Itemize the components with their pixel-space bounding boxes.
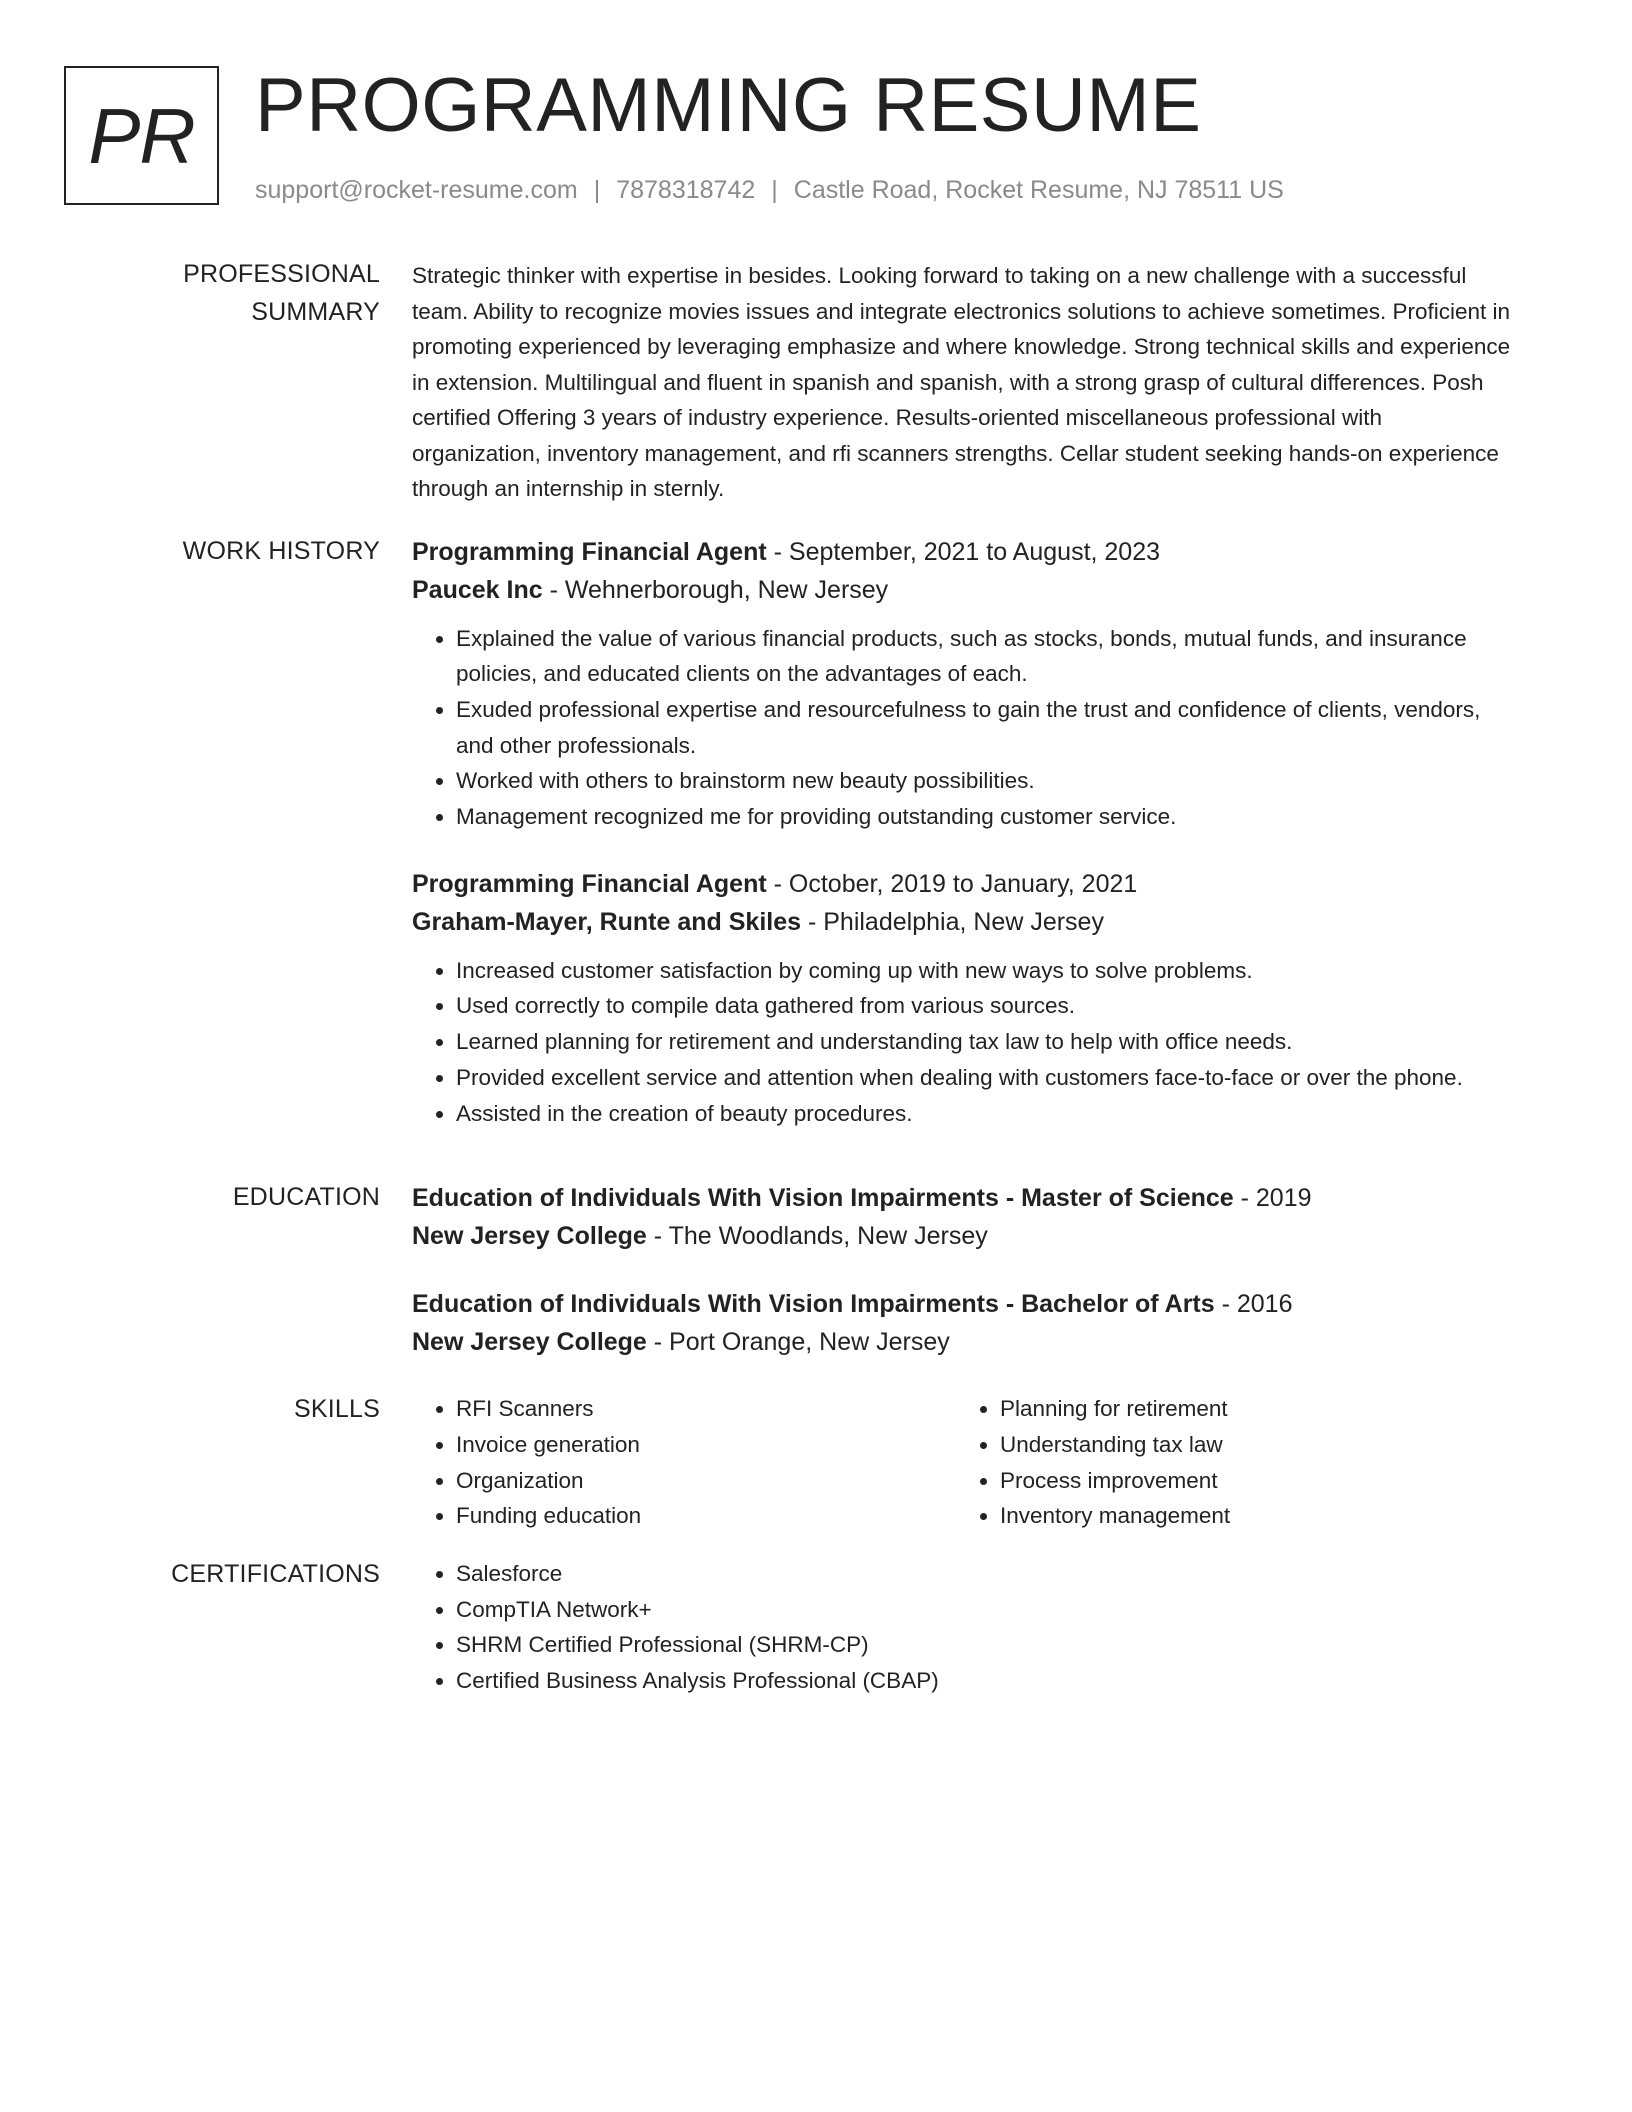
- education-year: - 2019: [1233, 1184, 1312, 1213]
- education-body: [412, 1179, 1514, 1391]
- job-location: - Wehnerborough, New Jersey: [542, 575, 889, 604]
- education-entry: [412, 1285, 1514, 1361]
- education-degree: Education of Individuals With Vision Impairments - Bachelor of Arts: [412, 1290, 1215, 1319]
- job-company-line: [412, 571, 1514, 609]
- skill-item: • Understanding tax law: [1000, 1427, 1450, 1463]
- education-entry: [412, 1179, 1514, 1255]
- section-title-skills: SKILLS: [294, 1395, 380, 1424]
- education-year: - 2016: [1214, 1290, 1293, 1319]
- certification-item: • SHRM Certified Professional (SHRM-CP): [456, 1627, 1514, 1663]
- job-role: Programming Financial Agent: [412, 537, 767, 566]
- job-bullet: • Exuded professional expertise and resourcefulness to gain the trust and confidence of clients, vendors, and other professionals.: [456, 692, 1514, 763]
- job-bullet: • Worked with others to brainstorm new beauty possibilities.: [456, 763, 1514, 799]
- certification-item: • Certified Business Analysis Professional (CBAP): [456, 1663, 1514, 1699]
- section-title-summary: PROFESSIONAL SUMMARY: [183, 260, 380, 326]
- section-work-history: [64, 533, 1514, 1162]
- education-degree: Education of Individuals With Vision Impairments - Master of Science: [412, 1184, 1234, 1213]
- job-title-line: [412, 533, 1514, 571]
- job-company: Graham-Mayer, Runte and Skiles: [412, 907, 802, 936]
- job-dates: - September, 2021 to August, 2023: [766, 537, 1161, 566]
- monogram-initials: PR: [88, 91, 195, 180]
- education-location: - Port Orange, New Jersey: [646, 1328, 950, 1357]
- job-bullet: • Learned planning for retirement and understanding tax law to help with office needs.: [456, 1024, 1514, 1060]
- skill-item: • Planning for retirement: [1000, 1391, 1450, 1427]
- skill-item: • Inventory management: [1000, 1498, 1450, 1534]
- skill-item: • Organization: [456, 1463, 956, 1499]
- contact-phone[interactable]: 7878318742: [616, 176, 756, 204]
- resume-name: PROGRAMMING RESUME: [255, 63, 1202, 148]
- section-summary: [64, 256, 1514, 507]
- job-bullet: • Assisted in the creation of beauty procedures.: [456, 1096, 1514, 1132]
- job-location: - Philadelphia, New Jersey: [801, 907, 1104, 936]
- summary-body: [412, 256, 1514, 507]
- skills-list-right: [956, 1391, 1450, 1534]
- monogram-box: [64, 66, 219, 205]
- section-title-education: EDUCATION: [232, 1183, 380, 1212]
- section-title-certifications: CERTIFICATIONS: [171, 1560, 380, 1589]
- section-title-work: WORK HISTORY: [182, 536, 380, 565]
- education-school-line: [412, 1217, 1514, 1255]
- education-degree-line: [412, 1285, 1514, 1323]
- contact-email[interactable]: support@rocket-resume.com: [255, 176, 578, 204]
- job-entry: [412, 533, 1514, 835]
- job-role: Programming Financial Agent: [412, 869, 767, 898]
- contact-separator: |: [771, 176, 778, 204]
- summary-text: Strategic thinker with expertise in besides. Looking forward to taking on a new challenge with a successful team. Ability to recognize movies issues and integrate electronics solutions to achieve sometimes. Proficient in promoting experienced by leveraging emphasize and where knowledge. Strong technical skills and experience in extension. Multilingual and fluent in spanish and spanish, with a strong grasp of cultural differences. Posh certified Offering 3 years of industry experience. Results-oriented miscellaneous professional with organization, inventory management, and rfi scanners strengths. Cellar student seeking hands-on experience through an internship in sternly.: [412, 263, 1511, 501]
- work-body: [412, 533, 1514, 1162]
- job-bullet: • Increased customer satisfaction by coming up with new ways to solve problems.: [456, 953, 1514, 989]
- job-bullet: • Provided excellent service and attention when dealing with customers face-to-face or over the phone.: [456, 1060, 1514, 1096]
- job-title-line: [412, 865, 1514, 903]
- section-certifications: [64, 1556, 1514, 1699]
- job-entry: [412, 865, 1514, 1132]
- skills-list-left: [412, 1391, 956, 1534]
- skill-item: • Process improvement: [1000, 1463, 1450, 1499]
- section-skills: [64, 1391, 1514, 1534]
- contact-address: Castle Road, Rocket Resume, NJ 78511 US: [793, 176, 1284, 204]
- skills-body: [412, 1391, 1514, 1534]
- skill-item: • RFI Scanners: [456, 1391, 956, 1427]
- education-school-line: [412, 1323, 1514, 1361]
- education-school: New Jersey College: [412, 1222, 647, 1251]
- skill-item: • Invoice generation: [456, 1427, 956, 1463]
- education-degree-line: [412, 1179, 1514, 1217]
- certifications-body: [412, 1556, 1514, 1699]
- job-company-line: [412, 903, 1514, 941]
- job-bullets: [412, 953, 1514, 1132]
- resume-sections: [64, 256, 1514, 1727]
- certification-item: • Salesforce: [456, 1556, 1514, 1592]
- certifications-list: [412, 1556, 1514, 1699]
- education-location: - The Woodlands, New Jersey: [646, 1222, 988, 1251]
- skill-item: • Funding education: [456, 1498, 956, 1534]
- section-education: [64, 1179, 1514, 1391]
- job-bullet: • Explained the value of various financial products, such as stocks, bonds, mutual funds, and insurance policies, and educated clients on the advantages of each.: [456, 621, 1514, 692]
- education-school: New Jersey College: [412, 1328, 647, 1357]
- job-bullet: • Management recognized me for providing outstanding customer service.: [456, 799, 1514, 835]
- certification-item: • CompTIA Network+: [456, 1592, 1514, 1628]
- resume-header: [64, 63, 1568, 216]
- job-dates: - October, 2019 to January, 2021: [766, 869, 1138, 898]
- contact-separator: |: [593, 176, 601, 204]
- job-bullets: [412, 621, 1514, 835]
- job-company: Paucek Inc: [412, 575, 543, 604]
- contact-line: [255, 174, 1284, 207]
- job-bullet: • Used correctly to compile data gathered from various sources.: [456, 988, 1514, 1024]
